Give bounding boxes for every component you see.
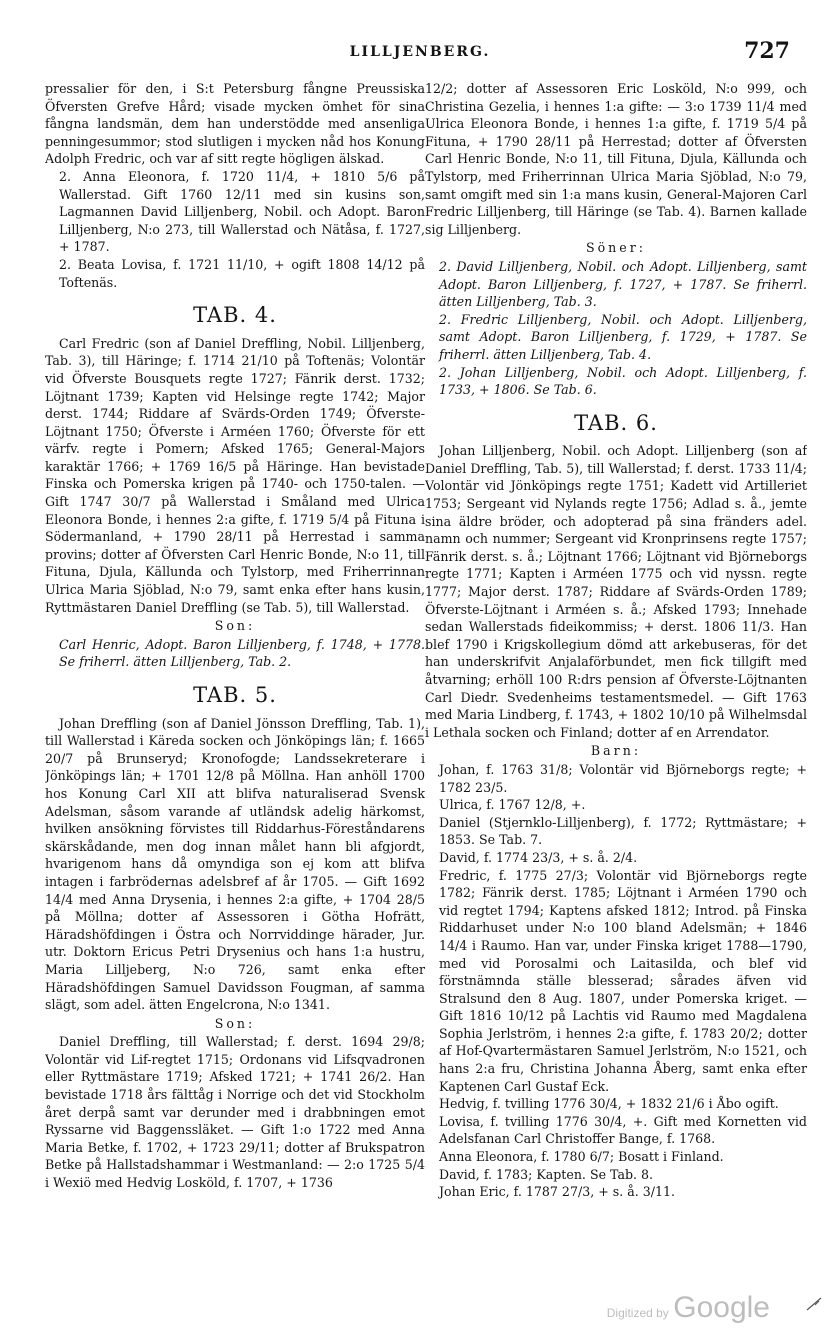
barn-list: [425, 761, 807, 1201]
list-item: Johan, f. 1763 31/8; Volontär vid Björneborgs regte; + 1782 23/5.: [439, 761, 807, 795]
continuation-paragraph: 12/2; dotter af Assessoren Eric Losköld, N:o 999, och Christina Gezelia, i hennes 1:a gifte: — 3:o 1739 11/4 med Ulrica Eleonora Bonde, i hennes 1:a gifte, f. 1719 5/4 på Fituna, + 1790 28/11 på Herrestad; dotter af Öfversten Carl Henric Bonde, N:o 11, till Fituna, Djula, Källunda och Tylstorp, med Friherrinnan Ulrica Maria Sjöblad, N:o 79, samt omgift med sin 1:a mans kusin, General-Majoren Carl Fredric Lilljenberg, till Häringe (se Tab. 4). Barnen kallade sig Lilljenberg.: [425, 81, 807, 237]
opening-paragraph: pressalier för den, i S:t Petersburg fångne Preussiska Öfversten Grefve Hård; visade mycken ömhet för sina fångna landsmän, dem han understödde med ansenliga penningesummor; stod slutligen i mycken nåd hos Konung Adolph Fredric, och var af sitt regte högligen älskad.: [45, 81, 425, 167]
tab-5-heading: TAB. 5.: [193, 683, 277, 707]
tab-4-son-entry: Carl Henric, Adopt. Baron Lilljenberg, f. 1748, + 1778. Se friherrl. ätten Lilljenberg, Tab. 2.: [59, 636, 425, 670]
list-item: Lovisa, f. tvilling 1776 30/4, +. Gift med Kornetten vid Adelsfanan Carl Christoffer Bange, f. 1768.: [439, 1113, 807, 1147]
list-item: Fredric, f. 1775 27/3; Volontär vid Björneborgs regte 1782; Fänrik derst. 1785; Löjtnant i Arméen 1790 och vid regtet 1794; Kaptens afsked 1812; Introd. på Finska Riddarhuset under N:o 100 bland Adelsmän; + 1846 14/4 i Raumo. Han var, under Finska kriget 1788—1790, med vid Porosalmi och Laitasilda, och blef vid förstnämnda ställe blesserad; sårades äfven vid Stralsund den 8 Aug. 1807, under Pomerska kriget. — Gift 1816 10/12 på Lachtis vid Raumo med Magdalena Sophia Jerlström, i hennes 2:a gifte, f. 1783 20/2; dotter af Hof-Qvartermästaren Samuel Jerlström, N:o 1521, och hans 2:a fru, Christina Johanna Åberg, samt enka efter Kaptenen Carl Gustaf Eck.: [439, 867, 807, 1094]
tab-4-heading: TAB. 4.: [193, 303, 277, 328]
barn-heading: Barn:: [590, 743, 642, 759]
soner-list: [425, 258, 807, 399]
running-head: [0, 30, 840, 70]
list-item: Ulrica, f. 1767 12/8, +.: [439, 797, 586, 813]
digitized-label: Digitized by: [606, 1306, 669, 1320]
list-item: 2. Johan Lilljenberg, Nobil. och Adopt. Lilljenberg, f. 1733, + 1806. Se Tab. 6.: [439, 364, 807, 398]
list-item: Daniel (Stjernklo-Lilljenberg), f. 1772; Ryttmästare; + 1853. Se Tab. 7.: [439, 814, 807, 848]
left-column: [45, 80, 425, 1300]
tab-4-son-heading: Son:: [214, 618, 256, 634]
tab-4-body: Carl Fredric (son af Daniel Dreffling, Nobil. Lilljenberg, Tab. 3), till Häringe; f. 1714 21/10 på Toftenäs; Volontär vid Öfverste Bousquets regte 1727; Fänrik derst. 1732; Löjtnant 1739; Kapten vid Helsinge regte 1742; Major derst. 1744; Riddare af Svärds-Orden 1749; Öfverste-Löjtnant 1750; Öfverste i Arméen 1760; Öfverste för ett värfv. regte i Pomern; Afsked 1765; General-Majors karaktär 1766; + 1769 16/5 på Häringe. Han bevistade Finska och Pomerska krigen på 1740- och 1750-talen. — Gift 1747 30/7 på Wallerstad i Småland med Ulrica Eleonora Bonde, i hennes 2:a gifte, f. 1719 5/4 på Fituna i Södermanland, + 1790 28/11 på Herrestad i samma provins; dotter af Öfversten Carl Henric Bonde, N:o 11, till Fituna, Djula, Källunda och Tylstorp, med Friherrinnan Ulrica Maria Sjöblad, N:o 79, samt enka efter hans kusin, Ryttmästaren Daniel Dreffling (se Tab. 5), till Wallerstad.: [45, 335, 425, 615]
daughters-list: [45, 168, 425, 291]
list-item: Anna Eleonora, f. 1780 6/7; Bosatt i Finland.: [439, 1149, 724, 1165]
google-logo: Google: [673, 1291, 770, 1324]
tab-5-body: Johan Dreffling (son af Daniel Jönsson Dreffling, Tab. 1), till Wallerstad i Käreda socken och Jönköpings län; f. 1665 20/7 på Brunseryd; Kronofogde; Landssekreterare i Jönköpings län; + 1701 12/8 på Möllna. Han anhöll 1700 hos Konung Carl XII att blifva naturaliserad Svensk Adelsman, såsom varande af utländsk adelig härkomst, hvilken ansökning förvistes till Riddarhus-Föreståndarens skärskådande, men dog innan målet hann bli afgjordt, hvarigenom hans då omyndiga son ej kom att blifva intagen i farbrödernas adelsbref af år 1705. — Gift 1692 14/4 med Anna Drysenia, i hennes 2:a gifte, + 1704 28/5 på Möllna; dotter af Assessoren i Götha Hofrätt, Häradshöfdingen i Östra och Norrviddinge härader, Jur. utr. Doktorn Ericus Petri Drysenius och hans 1:a hustru, Maria Lilljeberg, N:o 726, samt enka efter Häradshöfdingen Samuel Davidsson Fougman, af samma slägt, som adel. ätten Engelcrona, N:o 1341.: [45, 715, 425, 1013]
tab-5-son-entry: Daniel Dreffling, till Wallerstad; f. derst. 1694 29/8; Volontär vid Lif-regtet 1715; Ordonans vid Lifsqvadronen eller Ryttmästare 1719; Afsked 1721; + 1741 26/2. Han bevistade 1718 års fälttåg i Norrige och det vid Stockholm året derpå samt var derunder med i drabbningen emot Ryssarne vid Baggenssläket. — Gift 1:o 1722 med Anna Maria Betke, f. 1702, + 1723 29/11; dotter af Brukspatron Betke på Hallstadshammar i Westmanland: — 2:o 1725 5/4 i Wexiö med Hedvig Losköld, f. 1707, + 1736: [45, 1034, 425, 1191]
list-item: 2. Fredric Lilljenberg, Nobil. och Adopt. Lilljenberg, samt Adopt. Baron Lilljenberg, f. 1729, + 1787. Se friherrl. ätten Lilljenberg, Tab. 4.: [439, 311, 807, 362]
list-item: Hedvig, f. tvilling 1776 30/4, + 1832 21/6 i Åbo ogift.: [439, 1096, 779, 1112]
list-item: Johan Eric, f. 1787 27/3, + s. å. 3/11.: [439, 1184, 676, 1200]
soner-heading: Söner:: [585, 240, 647, 256]
tab-6-body: Johan Lilljenberg, Nobil. och Adopt. Lilljenberg (son af Daniel Dreffling, Tab. 5), till Wallerstad; f. derst. 1733 11/4; Volontär vid Jönköpings regte 1751; Kadett vid Artilleriet 1753; Sergeant vid Nylands regte 1756; Adlad s. å., jemte sina äldre bröder, och adopterad på sina fränders adel. namn och nummer; Sergeant vid Kronprinsens regte 1757; Fänrik derst. s. å.; Löjtnant 1766; Löjtnant vid Björneborgs regte 1771; Kapten i Arméen 1775 och vid nyssn. regte 1777; Major derst. 1787; Riddare af Svärds-Orden 1789; Öfverste-Löjtnant i Arméen s. å.; Afsked 1793; Innehade sedan Wallerstads fideikommiss; + derst. 1806 11/3. Han blef 1790 i Krigskollegium dömd att arkebuseras, för det han underskrifvit Anjalaförbundet, men fick tillgift med åtvarning; erhöll 100 R:drs pension af Öfverste-Löjtnanten Carl Diedr. Svedenheims testamentsmedel. — Gift 1763 med Maria Lindberg, f. 1743, + 1802 10/10 på Wilhelmsdal i Lethala socken och Finland; dotter af en Arrendator.: [425, 443, 807, 740]
page-number: 727: [744, 38, 790, 64]
list-item: 2. David Lilljenberg, Nobil. och Adopt. Lilljenberg, samt Adopt. Baron Lilljenberg, f. 1727, + 1787. Se friherrl. ätten Lilljenberg, Tab. 3.: [439, 258, 807, 310]
list-item: 2. Beata Lovisa, f. 1721 11/10, + ogift 1808 14/12 på Toftenäs.: [59, 256, 425, 290]
tab-6-heading: TAB. 6.: [574, 410, 658, 435]
digitized-by-watermark: [607, 1291, 770, 1325]
list-item: 2. Anna Eleonora, f. 1720 11/4, + 1810 5/6 på Wallerstad. Gift 1760 12/11 med sin kusins son, Lagmannen David Lilljenberg, Nobil. och Adopt. Baron Lilljenberg, N:o 273, till Wallerstad och Nätåsa, f. 1727, + 1787.: [59, 168, 425, 255]
tab-5-son-heading: Son:: [214, 1015, 256, 1031]
pen-mark-icon: [806, 1297, 822, 1311]
list-item: David, f. 1783; Kapten. Se Tab. 8.: [439, 1166, 654, 1182]
list-item: David, f. 1774 23/3, + s. å. 2/4.: [439, 849, 638, 865]
right-column: [425, 80, 807, 1300]
running-title: LILLJENBERG.: [349, 44, 491, 60]
